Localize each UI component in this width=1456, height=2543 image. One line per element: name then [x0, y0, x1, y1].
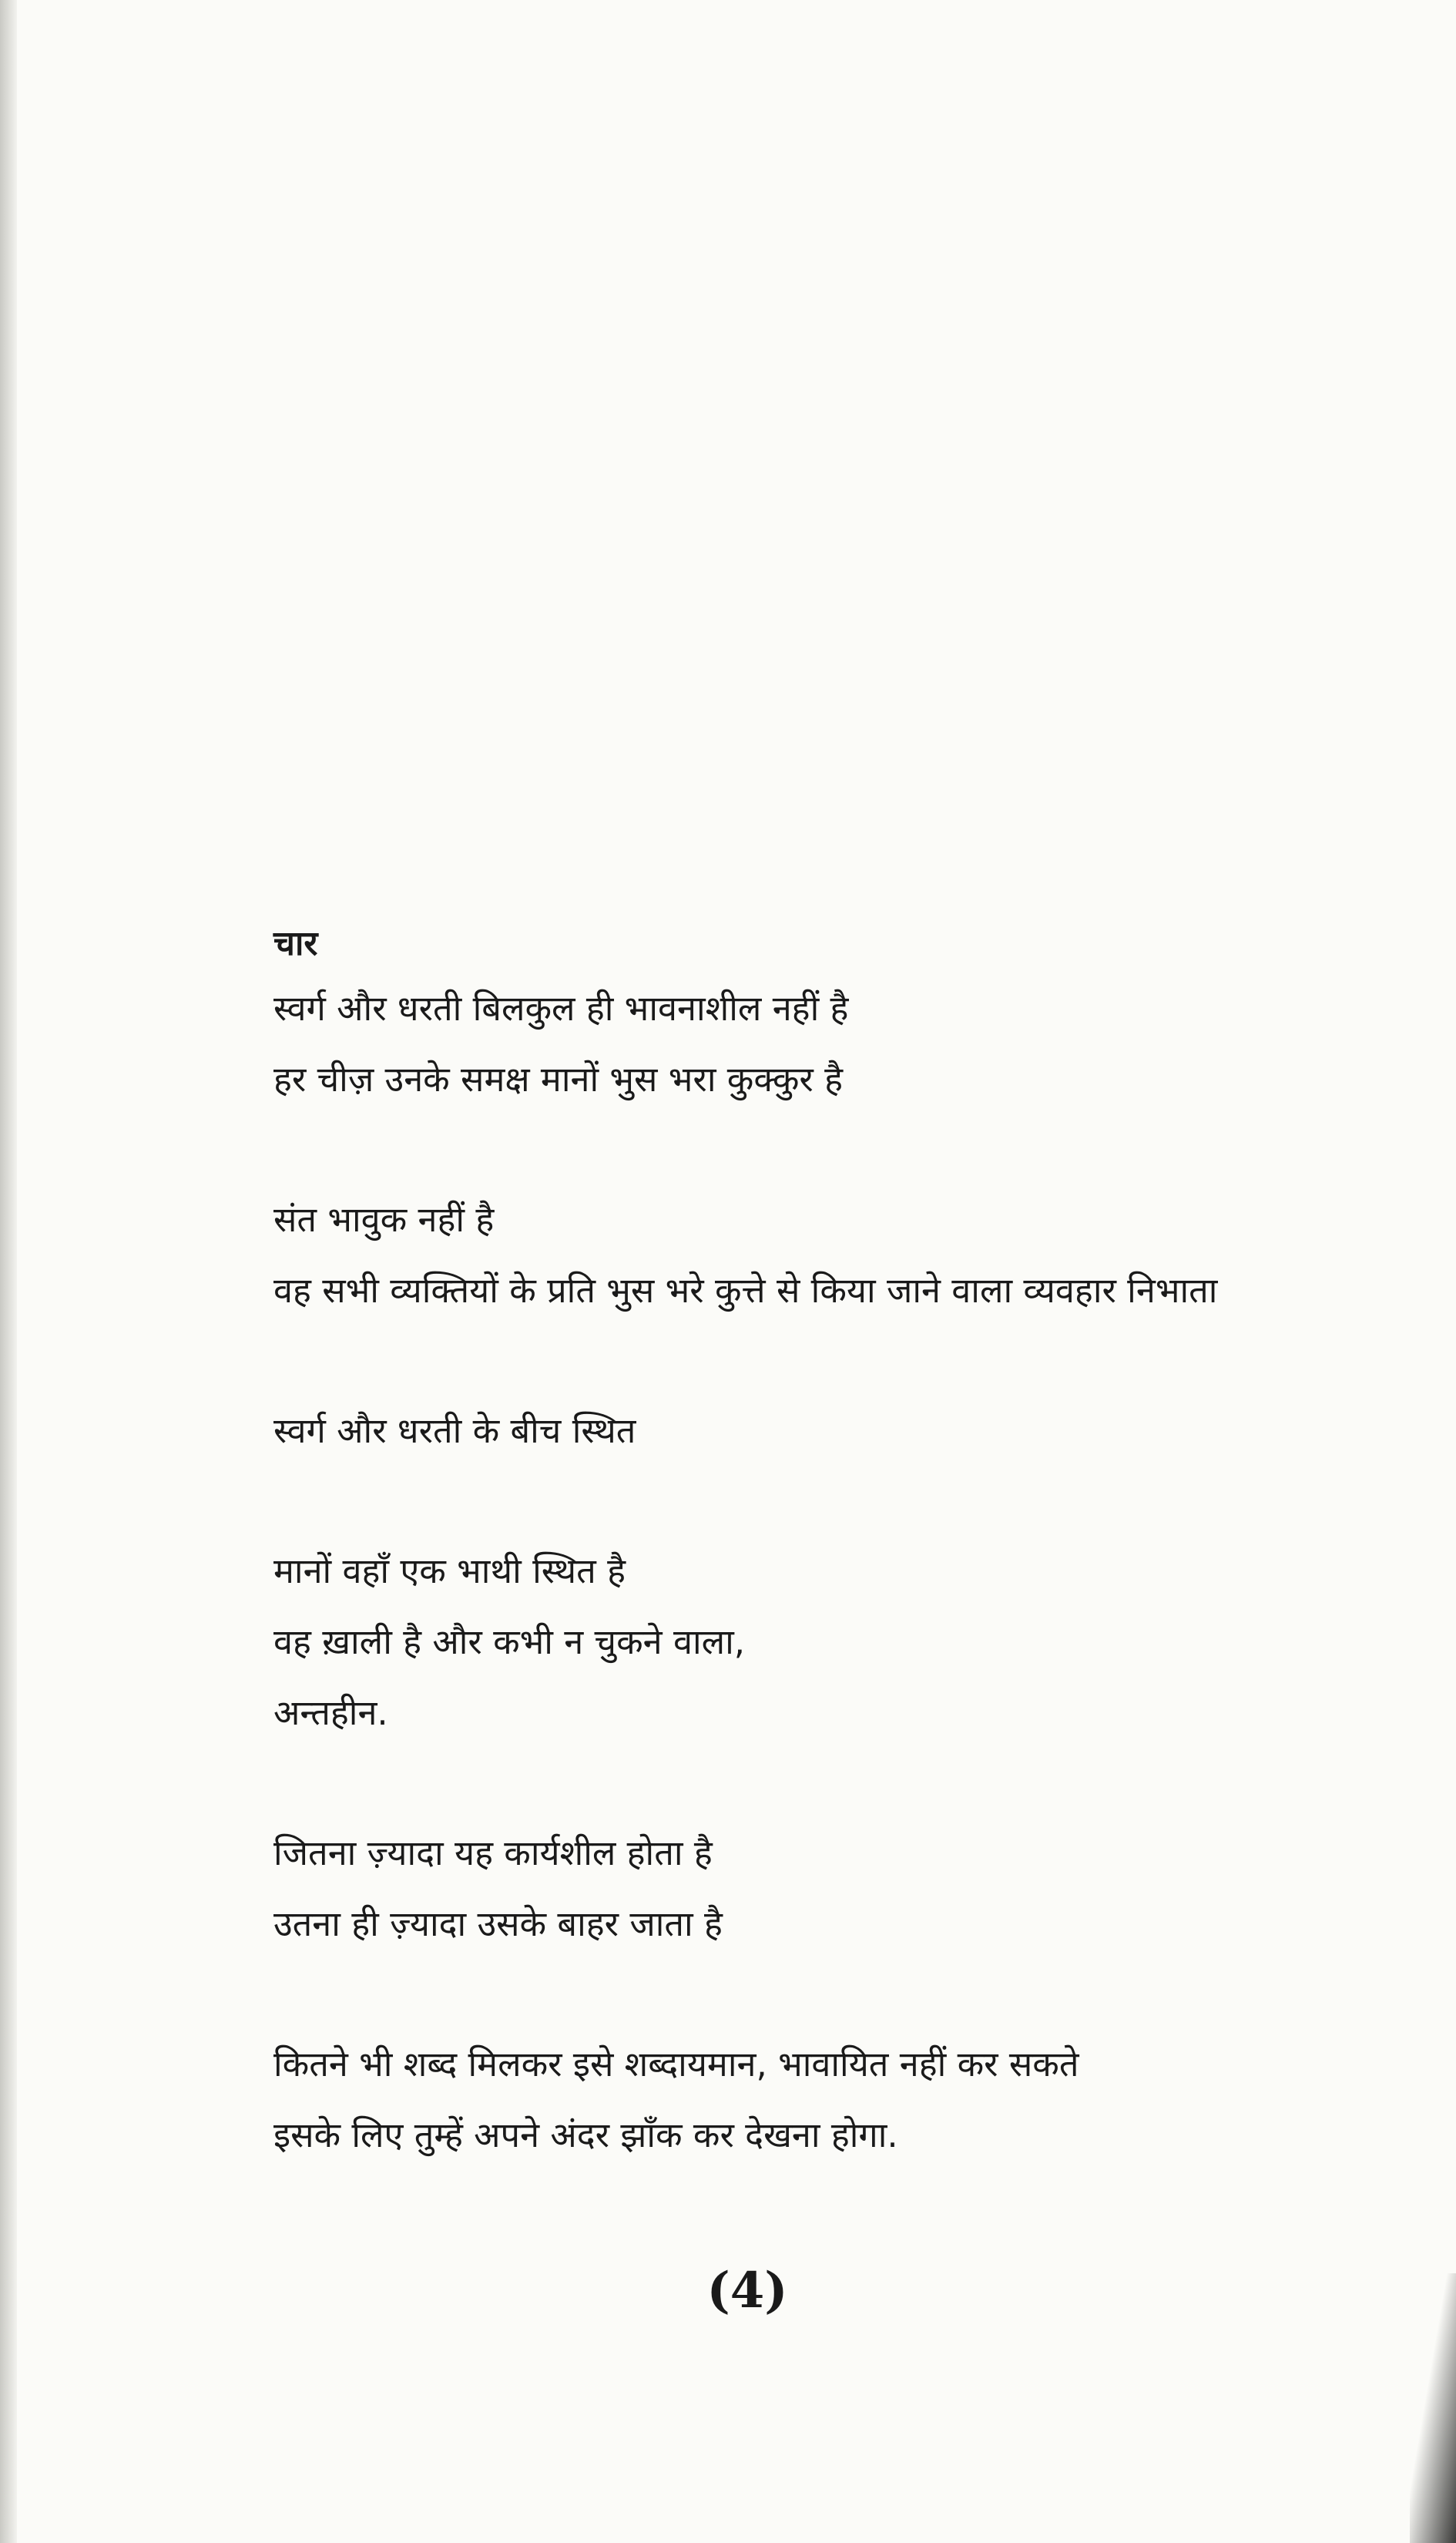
stanza-1: [273, 973, 1414, 1115]
page-edge-shadow: [0, 0, 17, 2543]
poem-line: उतना ही ज़्यादा उसके बाहर जाता है: [273, 1903, 723, 1944]
poem-line: वह सभी व्यक्तियों के प्रति भुस भरे कुत्ते से किया जाने वाला व्यवहार निभाता: [273, 1270, 1218, 1311]
poem-line: हर चीज़ उनके समक्ष मानों भुस भरा कुक्कुर है: [273, 1059, 844, 1100]
stanza-5: [273, 1818, 1414, 1960]
poem-line: इसके लिए तुम्हें अपने अंदर झाँक कर देखना होगा.: [273, 2115, 898, 2155]
poem-line: वह ख़ाली है और कभी न चुकने वाला,: [273, 1621, 746, 1662]
stanza-4: [273, 1536, 1414, 1749]
stanza-6: [273, 2029, 1414, 2171]
poem-line: अन्तहीन.: [273, 1692, 388, 1733]
poem: [273, 921, 1414, 2240]
stanza-2: [273, 1184, 1414, 1326]
poem-line: स्वर्ग और धरती के बीच स्थित: [273, 1410, 636, 1451]
page-number: (4): [706, 2262, 788, 2320]
poem-title: चार: [273, 924, 318, 963]
poem-line: जितना ज़्यादा यह कार्यशील होता है: [273, 1833, 713, 1873]
poem-line: स्वर्ग और धरती बिलकुल ही भावनाशील नहीं है: [273, 988, 849, 1029]
stanza-3: [273, 1396, 1414, 1466]
page-number-container: [0, 2262, 1456, 2320]
poem-line: मानों वहाँ एक भाथी स्थित है: [273, 1550, 626, 1591]
poem-line: संत भावुक नहीं है: [273, 1199, 495, 1240]
poem-line: कितने भी शब्द मिलकर इसे शब्दायमान, भावायित नहीं कर सकते: [273, 2044, 1079, 2084]
